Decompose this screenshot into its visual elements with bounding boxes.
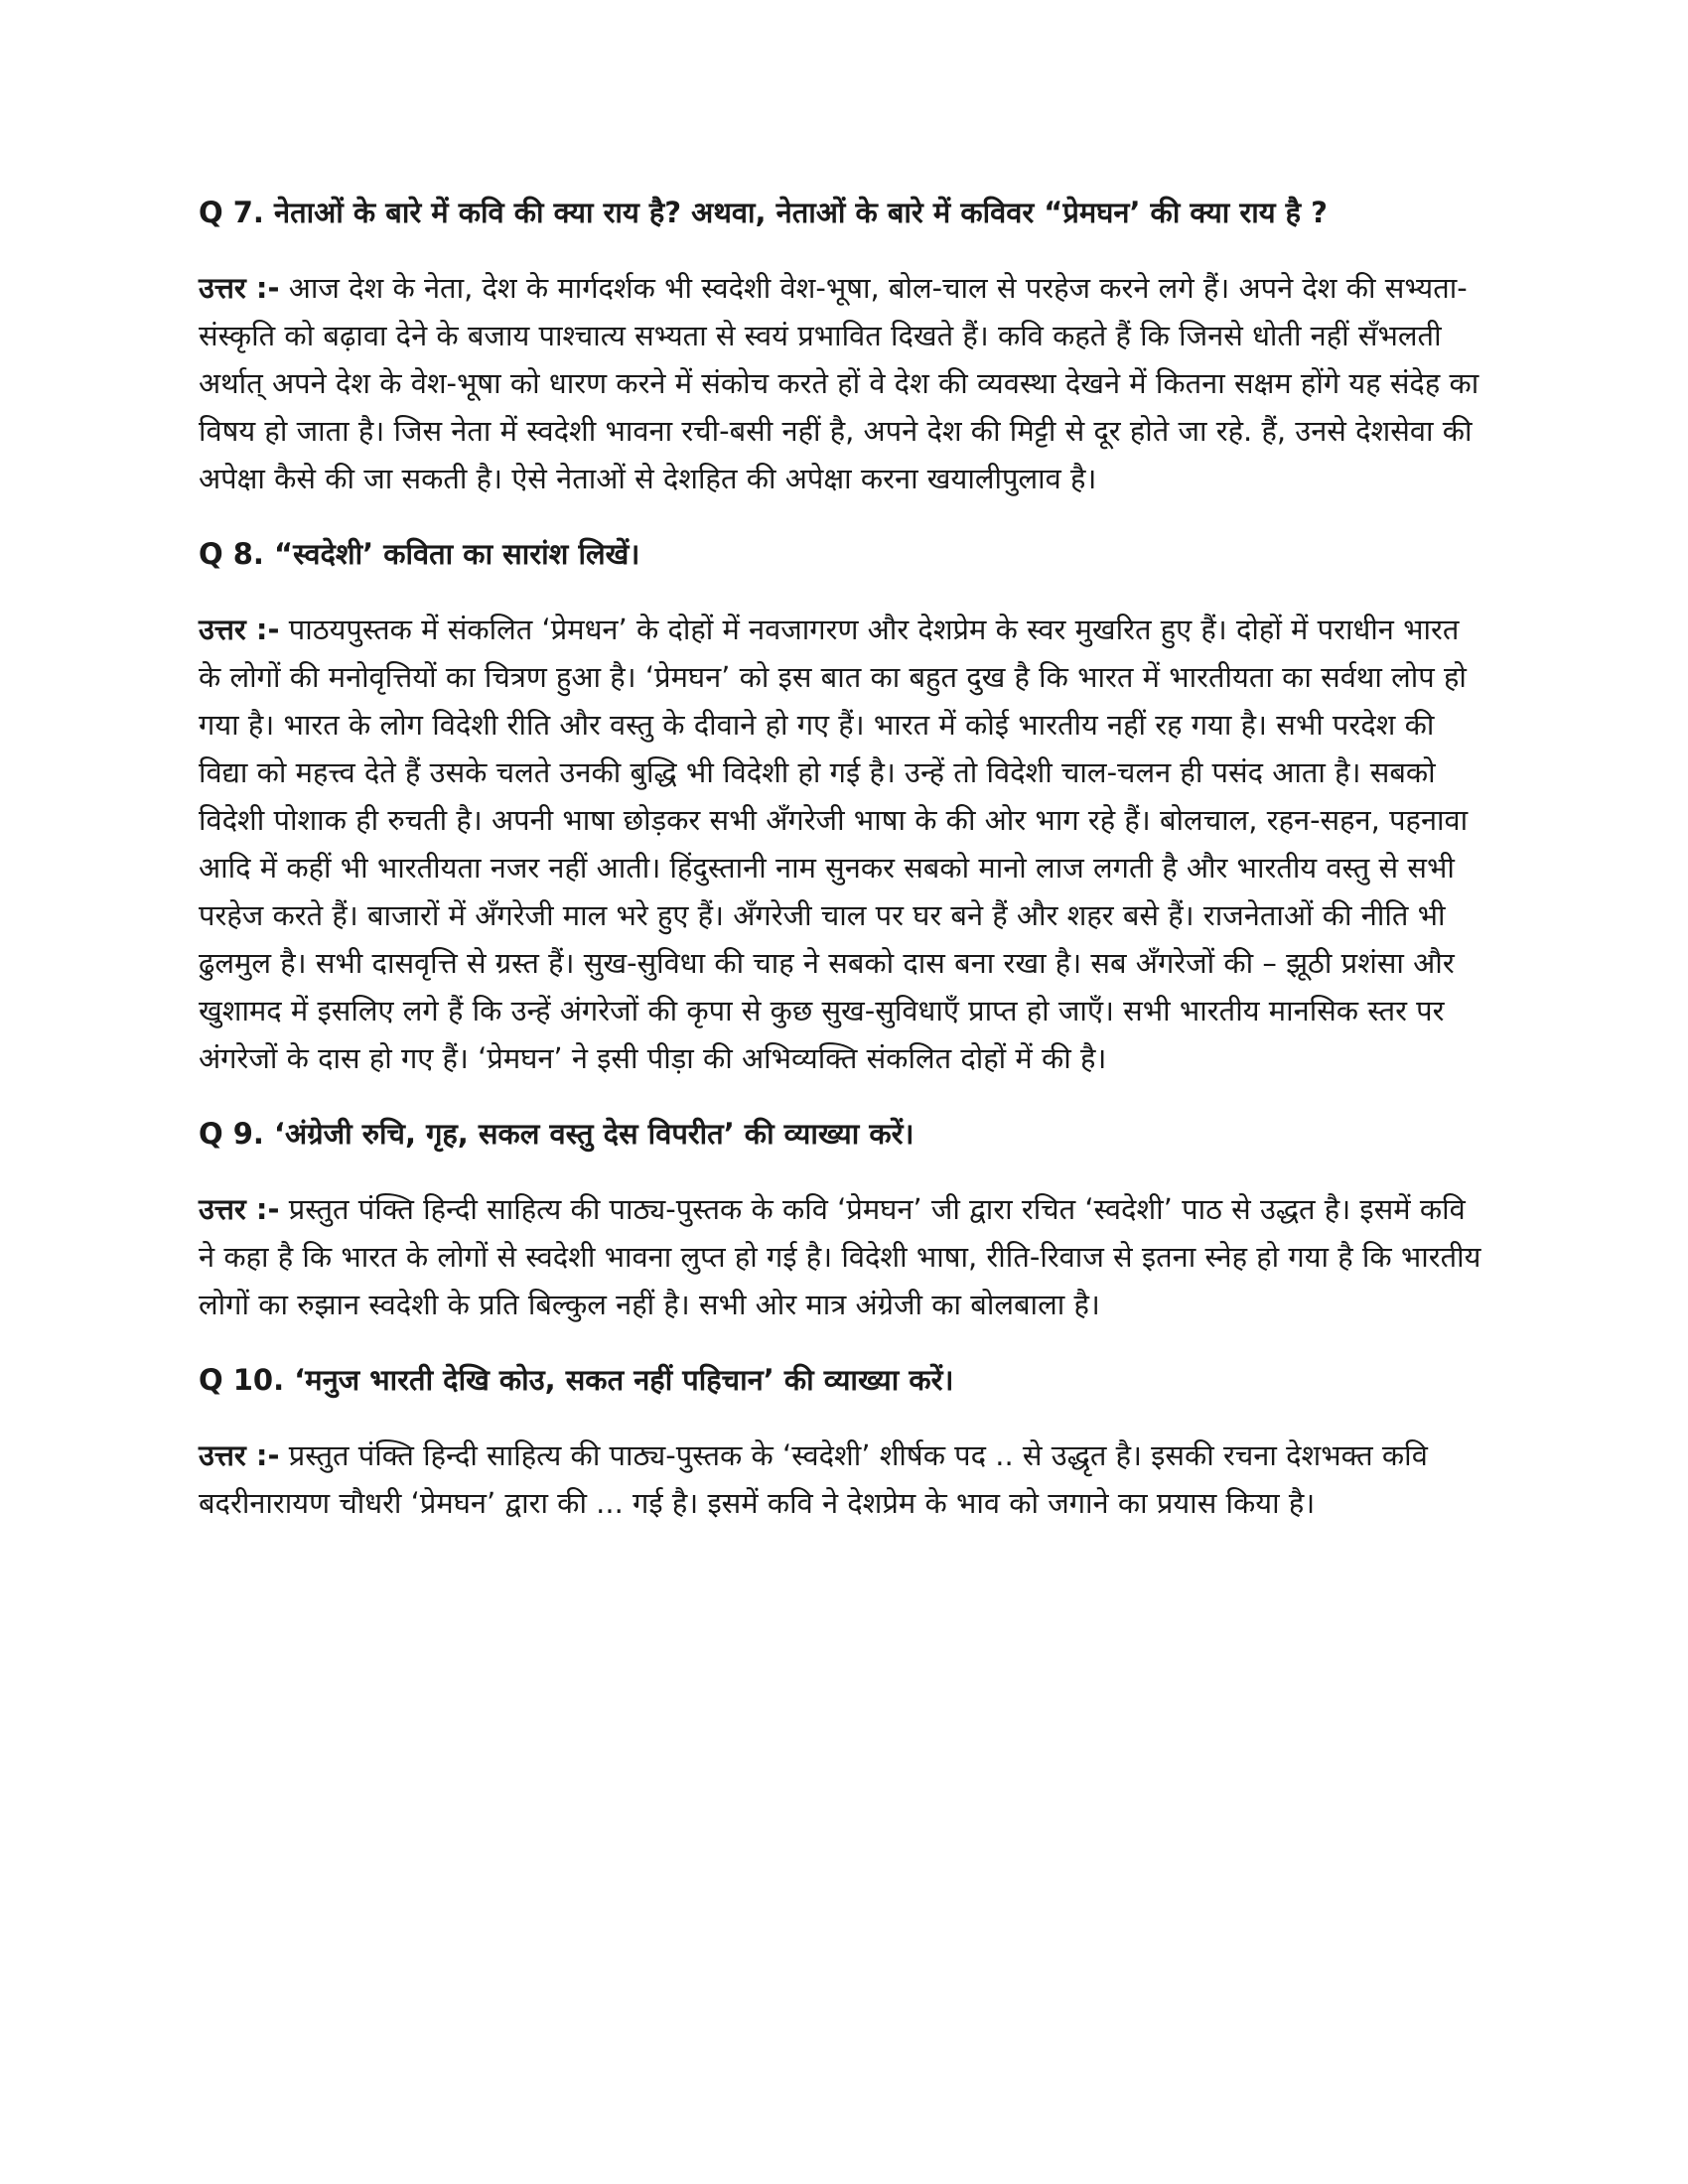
document-page	[199, 189, 1489, 1555]
answer-label: उत्तर :-	[199, 271, 280, 305]
answer-label: उत्तर :-	[199, 613, 280, 646]
answer-7	[199, 264, 1489, 502]
answer-10	[199, 1432, 1489, 1527]
question-8: Q 8. “स्वदेशी’ कविता का सारांश लिखें।	[199, 537, 640, 571]
answer-label: उत्तर :-	[199, 1438, 280, 1472]
question-10: Q 10. ‘मनुज भारती देखि कोउ, सकत नहीं पहिचान’ की व्याख्या करें।	[199, 1363, 954, 1397]
question-9: Q 9. ‘अंग्रेजी रुचि, गृह, सकल वस्तु देस विपरीत’ की व्याख्या करें।	[199, 1117, 914, 1151]
answer-9	[199, 1185, 1489, 1328]
answer-text: प्रस्तुत पंक्ति हिन्दी साहित्य की पाठ्य-पुस्तक के ‘स्वदेशी’ शीर्षक पद .. से उद्धृत है। इसकी रचना देशभक्त कवि बदरीनारायण चौधरी ‘प्रेमघन’ द्वारा की ... गई है। इसमें कवि ने देशप्रेम के भाव को जगाने का प्रयास किया है।	[199, 1438, 1428, 1520]
answer-text: प्रस्तुत पंक्ति हिन्दी साहित्य की पाठ्य-पुस्तक के कवि ‘प्रेमघन’ जी द्वारा रचित ‘स्वदेशी’ पाठ से उद्धत है। इसमें कवि ने कहा है कि भारत के लोगों से स्वदेशी भावना लुप्त हो गई है। विदेशी भाषा, रीति-रिवाज से इतना स्नेह हो गया है कि भारतीय लोगों का रुझान स्वदेशी के प्रति बिल्कुल नहीं है। सभी ओर मात्र अंग्रेजी का बोलबाला है।	[199, 1192, 1481, 1321]
question-7: Q 7. नेताओं के बारे में कवि की क्या राय है? अथवा, नेताओं के बारे में कविवर “प्रेमघन’ की क्या राय है ?	[199, 196, 1328, 229]
answer-text: आज देश के नेता, देश के मार्गदर्शक भी स्वदेशी वेश-भूषा, बोल-चाल से परहेज करने लगे हैं। अपने देश की सभ्यता-संस्कृति को बढ़ावा देने के बजाय पाश्चात्य सभ्यता से स्वयं प्रभावित दिखते हैं। कवि कहते हैं कि जिनसे धोती नहीं सँभलती अर्थात् अपने देश के वेश-भूषा को धारण करने में संकोच करते हों वे देश की व्यवस्था देखने में कितना सक्षम होंगे यह संदेह का विषय हो जाता है। जिस नेता में स्वदेशी भावना रची-बसी नहीं है, अपने देश की मिट्टी से दूर होते जा रहे. हैं, उनसे देशसेवा की अपेक्षा कैसे की जा सकती है। ऐसे नेताओं से देशहित की अपेक्षा करना खयालीपुलाव है।	[199, 271, 1479, 495]
answer-label: उत्तर :-	[199, 1192, 280, 1226]
answer-8	[199, 606, 1489, 1082]
answer-text: पाठयपुस्तक में संकलित ‘प्रेमधन’ के दोहों में नवजागरण और देशप्रेम के स्वर मुखरित हुए हैं। दोहों में पराधीन भारत के लोगों की मनोवृत्तियों का चित्रण हुआ है। ‘प्रेमघन’ को इस बात का बहुत दुख है कि भारत में भारतीयता का सर्वथा लोप हो गया है। भारत के लोग विदेशी रीति और वस्तु के दीवाने हो गए हैं। भारत में कोई भारतीय नहीं रह गया है। सभी परदेश की विद्या को महत्त्व देते हैं उसके चलते उनकी बुद्धि भी विदेशी हो गई है। उन्हें तो विदेशी चाल-चलन ही पसंद आता है। सबको विदेशी पोशाक ही रुचती है। अपनी भाषा छोड़कर सभी अँगरेजी भाषा के की ओर भाग रहे हैं। बोलचाल, रहन-सहन, पहनावा आदि में कहीं भी भारतीयता नजर नहीं आती। हिंदुस्तानी नाम सुनकर सबको मानो लाज लगती है और भारतीय वस्तु से सभी परहेज करते हैं। बाजारों में अँगरेजी माल भरे हुए हैं। अँगरेजी चाल पर घर बने हैं और शहर बसे हैं। राजनेताओं की नीति भी ढुलमुल है। सभी दासवृत्ति से ग्रस्त हैं। सुख-सुविधा की चाह ने सबको दास बना रखा है। सब अँगरेजों की – झूठी प्रशंसा और खुशामद में इसलिए लगे हैं कि उन्हें अंगरेजों की कृपा से कुछ सुख-सुविधाएँ प्राप्त हो जाएँ। सभी भारतीय मानसिक स्तर पर अंगरेजों के दास हो गए हैं। ‘प्रेमघन’ ने इसी पीड़ा की अभिव्यक्ति संकलित दोहों में की है।	[199, 613, 1469, 1075]
